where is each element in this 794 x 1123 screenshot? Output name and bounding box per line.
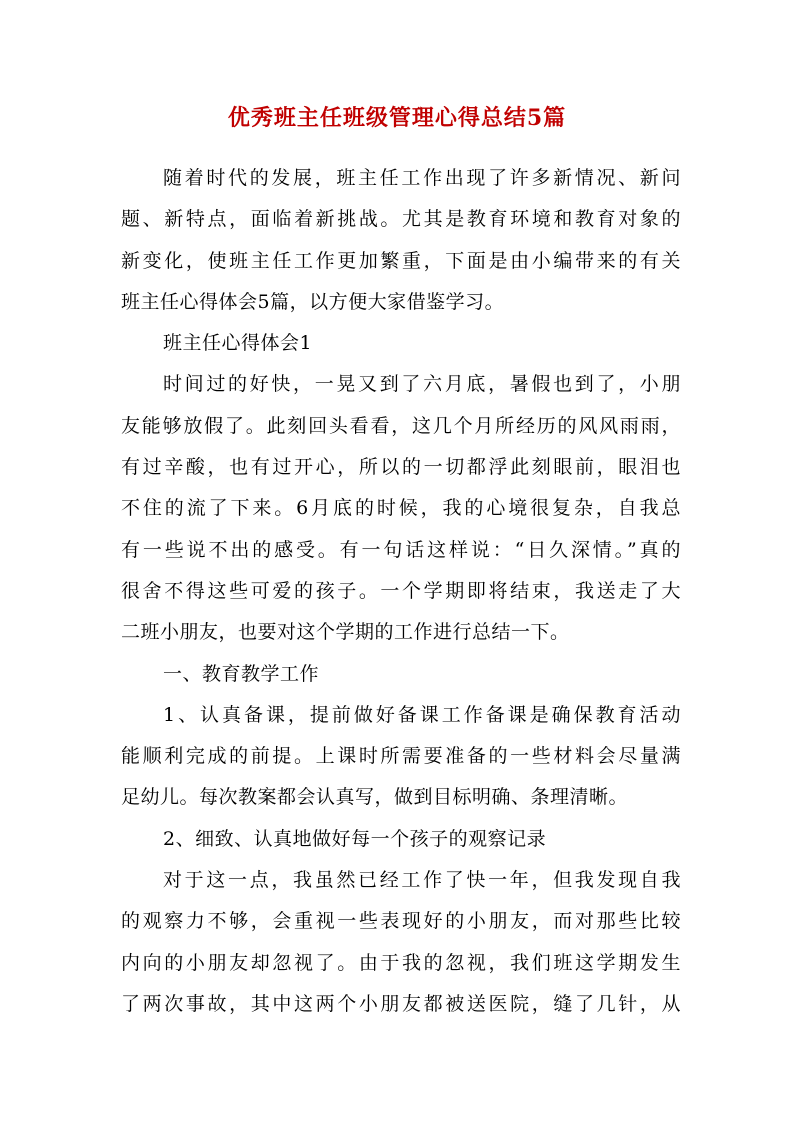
text-line: 有一些说不出的感受。有一句话这样说：“日久深情。”真的	[121, 538, 681, 561]
text-line: 2、细致、认真地做好每一个孩子的观察记录	[163, 827, 547, 850]
text-line: 班主任心得体会1	[163, 332, 313, 355]
text-line: 的观察力不够，会重视一些表现好的小朋友，而对那些比较	[121, 910, 681, 933]
text-line: 二班小朋友，也要对这个学期的工作进行总结一下。	[121, 621, 570, 644]
text-line: 随着时代的发展，班主任工作出现了许多新情况、新问	[163, 167, 681, 189]
text-line: 内向的小朋友却忽视了。由于我的忽视，我们班这学期发生	[121, 951, 681, 974]
text-line: 对于这一点，我虽然已经工作了快一年，但我发现自我	[163, 869, 681, 892]
text-line: 有过辛酸，也有过开心，所以的一切都浮此刻眼前，眼泪也	[121, 456, 681, 479]
text-line: 能顺利完成的前提。上课时所需要准备的一些材料会尽量满	[121, 745, 681, 768]
text-line: 不住的流了下来。6月底的时候，我的心境很复杂，自我总	[121, 497, 681, 520]
text-line: 很舍不得这些可爱的孩子。一个学期即将结束，我送走了大	[121, 579, 681, 602]
document-title: 优秀班主任班级管理心得总结5篇	[227, 105, 567, 131]
text-line: 友能够放假了。此刻回头看看，这几个月所经历的风风雨雨，	[121, 414, 681, 437]
text-line: 足幼儿。每次教案都会认真写，做到目标明确、条理清晰。	[121, 786, 629, 809]
text-line: 题、新特点，面临着新挑战。尤其是教育环境和教育对象的	[121, 208, 681, 231]
text-line: 1、认真备课，提前做好备课工作备课是确保教育活动	[163, 703, 681, 726]
text-line: 了两次事故，其中这两个小朋友都被送医院，缝了几针，从	[121, 992, 681, 1015]
text-line: 班主任心得体会5篇，以方便大家借鉴学习。	[121, 290, 505, 313]
text-line: 新变化，使班主任工作更加繁重，下面是由小编带来的有关	[121, 249, 681, 272]
document-body	[121, 158, 681, 1025]
text-line: 一、教育教学工作	[163, 662, 320, 685]
text-line: 时间过的好快，一晃又到了六月底，暑假也到了，小朋	[163, 373, 681, 396]
